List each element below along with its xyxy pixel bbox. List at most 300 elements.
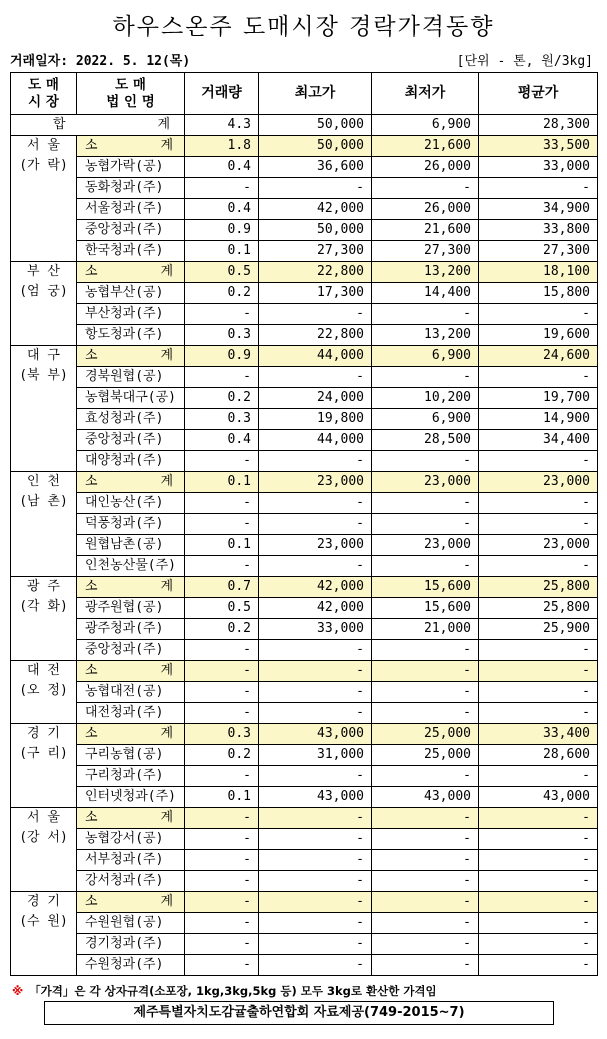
table-row	[11, 913, 598, 934]
table-row	[11, 451, 598, 472]
subtotal-row	[11, 136, 598, 157]
subtotal-label	[77, 346, 185, 367]
volume-cell: -	[185, 871, 259, 892]
market-location: (가 락)	[19, 158, 68, 173]
max-price-cell: -	[259, 493, 372, 514]
avg-price-cell: 33,000	[479, 157, 598, 178]
header-max-price: 최고가	[259, 73, 372, 115]
max-price-cell: -	[259, 829, 372, 850]
max-price-cell: 43,000	[259, 787, 372, 808]
max-price-cell: -	[259, 514, 372, 535]
subtotal-label-b: 계	[160, 264, 173, 279]
table-header-row	[11, 73, 598, 115]
market-cell	[11, 136, 77, 262]
avg-price-cell: 25,800	[479, 598, 598, 619]
subtotal-label-a: 소	[85, 264, 98, 279]
volume-cell: 0.3	[185, 325, 259, 346]
subtotal-avg: -	[479, 892, 598, 913]
min-price-cell: -	[372, 850, 479, 871]
table-row	[11, 787, 598, 808]
min-price-cell: 13,200	[372, 325, 479, 346]
header-corp-bottom: 법 인 명	[106, 93, 155, 110]
subtotal-label-b: 계	[160, 726, 173, 741]
min-price-cell: -	[372, 367, 479, 388]
market-cell	[11, 577, 77, 661]
table-row	[11, 640, 598, 661]
corporation-name: 대인농산(주)	[77, 493, 185, 514]
avg-price-cell: -	[479, 514, 598, 535]
subtotal-max: -	[259, 808, 372, 829]
subtotal-label	[77, 472, 185, 493]
market-location: (각 화)	[19, 599, 68, 614]
subtotal-label-b: 계	[160, 474, 173, 489]
max-price-cell: 27,300	[259, 241, 372, 262]
min-price-cell: -	[372, 703, 479, 724]
subtotal-row	[11, 262, 598, 283]
avg-price-cell: 25,900	[479, 619, 598, 640]
table-row	[11, 157, 598, 178]
avg-price-cell: -	[479, 367, 598, 388]
avg-price-cell: 19,600	[479, 325, 598, 346]
subtotal-label	[77, 892, 185, 913]
min-price-cell: -	[372, 913, 479, 934]
min-price-cell: 25,000	[372, 745, 479, 766]
table-row	[11, 955, 598, 976]
market-cell	[11, 472, 77, 577]
avg-price-cell: 33,800	[479, 220, 598, 241]
subtotal-label-a: 소	[85, 579, 98, 594]
header-corp-top: 도 매	[115, 76, 146, 93]
volume-cell: -	[185, 955, 259, 976]
header-market-top: 도 매	[28, 76, 59, 93]
max-price-cell: -	[259, 367, 372, 388]
volume-cell: -	[185, 913, 259, 934]
min-price-cell: 23,000	[372, 535, 479, 556]
subtotal-volume: 0.3	[185, 724, 259, 745]
corporation-name: 농협북대구(공)	[77, 388, 185, 409]
market-cell	[11, 892, 77, 976]
subtotal-volume: -	[185, 808, 259, 829]
min-price-cell: 21,000	[372, 619, 479, 640]
grand-total-min: 6,900	[372, 115, 479, 136]
market-cell	[11, 661, 77, 724]
subtotal-max: 50,000	[259, 136, 372, 157]
table-row	[11, 493, 598, 514]
min-price-cell: -	[372, 934, 479, 955]
subtotal-max: 42,000	[259, 577, 372, 598]
subtotal-label	[77, 724, 185, 745]
table-row	[11, 745, 598, 766]
table-row	[11, 325, 598, 346]
volume-cell: 0.4	[185, 157, 259, 178]
grand-total-row	[11, 115, 598, 136]
market-name: 경 기	[27, 894, 60, 909]
volume-cell: -	[185, 304, 259, 325]
min-price-cell: -	[372, 871, 479, 892]
grand-total-label-b: 계	[157, 117, 170, 132]
volume-cell: 0.1	[185, 535, 259, 556]
volume-cell: -	[185, 514, 259, 535]
corporation-name: 농협강서(공)	[77, 829, 185, 850]
corporation-name: 대전청과(주)	[77, 703, 185, 724]
corporation-name: 광주청과(주)	[77, 619, 185, 640]
max-price-cell: -	[259, 178, 372, 199]
corporation-name: 구리농협(공)	[77, 745, 185, 766]
avg-price-cell: 15,800	[479, 283, 598, 304]
volume-cell: -	[185, 556, 259, 577]
min-price-cell: -	[372, 493, 479, 514]
trade-date: 거래일자: 2022. 5. 12(목)	[10, 54, 191, 69]
subtotal-max: 43,000	[259, 724, 372, 745]
min-price-cell: -	[372, 682, 479, 703]
corporation-name: 서울청과(주)	[77, 199, 185, 220]
max-price-cell: -	[259, 556, 372, 577]
subtotal-min: 15,600	[372, 577, 479, 598]
market-cell	[11, 262, 77, 346]
table-row	[11, 178, 598, 199]
avg-price-cell: 27,300	[479, 241, 598, 262]
subtotal-label-b: 계	[160, 663, 173, 678]
market-location: (엄 궁)	[19, 284, 68, 299]
max-price-cell: -	[259, 640, 372, 661]
subtotal-label-a: 소	[85, 348, 98, 363]
subtotal-avg: 24,600	[479, 346, 598, 367]
avg-price-cell: 19,700	[479, 388, 598, 409]
max-price-cell: 24,000	[259, 388, 372, 409]
avg-price-cell: 14,900	[479, 409, 598, 430]
header-corporation	[77, 73, 185, 115]
corporation-name: 인천농산물(주)	[77, 556, 185, 577]
table-row	[11, 871, 598, 892]
market-name: 광 주	[27, 579, 60, 594]
market-location: (남 촌)	[19, 494, 68, 509]
min-price-cell: -	[372, 451, 479, 472]
corporation-name: 중앙청과(주)	[77, 220, 185, 241]
avg-price-cell: -	[479, 871, 598, 892]
min-price-cell: 27,300	[372, 241, 479, 262]
page-title: 하우스온주 도매시장 경락가격동향	[112, 14, 495, 40]
subtotal-label-a: 소	[85, 474, 98, 489]
table-row	[11, 598, 598, 619]
volume-cell: 0.1	[185, 787, 259, 808]
avg-price-cell: 43,000	[479, 787, 598, 808]
max-price-cell: -	[259, 766, 372, 787]
avg-price-cell: 34,900	[479, 199, 598, 220]
table-row	[11, 367, 598, 388]
subtotal-min: -	[372, 892, 479, 913]
table-row	[11, 241, 598, 262]
subtotal-volume: -	[185, 661, 259, 682]
subtotal-volume: -	[185, 892, 259, 913]
max-price-cell: 22,800	[259, 325, 372, 346]
subtotal-label-b: 계	[160, 894, 173, 909]
subtotal-label	[77, 136, 185, 157]
table-row	[11, 556, 598, 577]
subtotal-volume: 1.8	[185, 136, 259, 157]
subtotal-min: -	[372, 661, 479, 682]
min-price-cell: 15,600	[372, 598, 479, 619]
table-row	[11, 199, 598, 220]
subtotal-avg: 18,100	[479, 262, 598, 283]
corporation-name: 중앙청과(주)	[77, 430, 185, 451]
volume-cell: 0.4	[185, 199, 259, 220]
subtotal-max: -	[259, 661, 372, 682]
subtotal-row	[11, 577, 598, 598]
table-row	[11, 619, 598, 640]
grand-total-avg: 28,300	[479, 115, 598, 136]
avg-price-cell: -	[479, 493, 598, 514]
subtotal-min: 23,000	[372, 472, 479, 493]
corporation-name: 효성청과(주)	[77, 409, 185, 430]
table-row	[11, 766, 598, 787]
subtotal-min: 13,200	[372, 262, 479, 283]
corporation-name: 서부청과(주)	[77, 850, 185, 871]
min-price-cell: -	[372, 556, 479, 577]
max-price-cell: 50,000	[259, 220, 372, 241]
table-row	[11, 220, 598, 241]
min-price-cell: 21,600	[372, 220, 479, 241]
avg-price-cell: -	[479, 913, 598, 934]
volume-cell: 0.3	[185, 409, 259, 430]
subtotal-avg: 33,500	[479, 136, 598, 157]
min-price-cell: 6,900	[372, 409, 479, 430]
volume-cell: -	[185, 850, 259, 871]
subtotal-label-a: 소	[85, 663, 98, 678]
min-price-cell: -	[372, 304, 479, 325]
corporation-name: 경기청과(주)	[77, 934, 185, 955]
max-price-cell: 44,000	[259, 430, 372, 451]
subtotal-max: 23,000	[259, 472, 372, 493]
min-price-cell: -	[372, 178, 479, 199]
corporation-name: 중앙청과(주)	[77, 640, 185, 661]
volume-cell: 0.1	[185, 241, 259, 262]
market-location: (강 서)	[19, 830, 68, 845]
market-name: 대 전	[27, 663, 60, 678]
header-avg-price: 평균가	[479, 73, 598, 115]
market-name: 인 천	[27, 474, 60, 489]
market-location: (오 정)	[19, 683, 68, 698]
max-price-cell: -	[259, 871, 372, 892]
market-cell	[11, 808, 77, 892]
subtotal-label	[77, 577, 185, 598]
avg-price-cell: 34,400	[479, 430, 598, 451]
table-row	[11, 934, 598, 955]
avg-price-cell: -	[479, 682, 598, 703]
note-mark: ※	[12, 984, 24, 998]
table-row	[11, 682, 598, 703]
volume-cell: -	[185, 640, 259, 661]
avg-price-cell: -	[479, 640, 598, 661]
max-price-cell: 17,300	[259, 283, 372, 304]
table-row	[11, 703, 598, 724]
avg-price-cell: -	[479, 955, 598, 976]
avg-price-cell: 23,000	[479, 535, 598, 556]
grand-total-label-a: 합	[53, 117, 66, 132]
corporation-name: 농협가락(공)	[77, 157, 185, 178]
subtotal-row	[11, 346, 598, 367]
volume-cell: -	[185, 367, 259, 388]
subtotal-row	[11, 808, 598, 829]
min-price-cell: -	[372, 829, 479, 850]
min-price-cell: -	[372, 640, 479, 661]
corporation-name: 항도청과(주)	[77, 325, 185, 346]
price-table	[10, 72, 598, 976]
note-text: 「가격」은 각 상자규격(소포장, 1kg,3kg,5kg 등) 모두 3kg로 환산한 가격임	[29, 984, 437, 998]
max-price-cell: 33,000	[259, 619, 372, 640]
volume-cell: 0.2	[185, 745, 259, 766]
market-name: 경 기	[27, 726, 60, 741]
max-price-cell: -	[259, 850, 372, 871]
subtotal-avg: 23,000	[479, 472, 598, 493]
subtotal-label	[77, 262, 185, 283]
corporation-name: 부산청과(주)	[77, 304, 185, 325]
max-price-cell: 42,000	[259, 199, 372, 220]
avg-price-cell: -	[479, 451, 598, 472]
max-price-cell: 19,800	[259, 409, 372, 430]
subtotal-label-b: 계	[160, 810, 173, 825]
volume-cell: 0.2	[185, 619, 259, 640]
header-market	[11, 73, 77, 115]
max-price-cell: 23,000	[259, 535, 372, 556]
subtotal-label-a: 소	[85, 810, 98, 825]
max-price-cell: -	[259, 451, 372, 472]
subtotal-avg: -	[479, 661, 598, 682]
volume-cell: 0.9	[185, 220, 259, 241]
max-price-cell: -	[259, 682, 372, 703]
corporation-name: 인터넷청과(주)	[77, 787, 185, 808]
subtotal-label-a: 소	[85, 726, 98, 741]
max-price-cell: -	[259, 955, 372, 976]
market-cell	[11, 724, 77, 808]
subtotal-row	[11, 472, 598, 493]
corporation-name: 수원원협(공)	[77, 913, 185, 934]
market-name: 부 산	[27, 264, 60, 279]
subtotal-avg: 25,800	[479, 577, 598, 598]
volume-cell: 0.2	[185, 283, 259, 304]
volume-cell: -	[185, 178, 259, 199]
table-row	[11, 430, 598, 451]
corporation-name: 한국청과(주)	[77, 241, 185, 262]
avg-price-cell: 28,600	[479, 745, 598, 766]
volume-cell: -	[185, 766, 259, 787]
min-price-cell: -	[372, 955, 479, 976]
max-price-cell: -	[259, 703, 372, 724]
avg-price-cell: -	[479, 178, 598, 199]
volume-cell: -	[185, 829, 259, 850]
min-price-cell: 28,500	[372, 430, 479, 451]
volume-cell: 0.4	[185, 430, 259, 451]
subtotal-avg: -	[479, 808, 598, 829]
corporation-name: 농협부산(공)	[77, 283, 185, 304]
corporation-name: 광주원협(공)	[77, 598, 185, 619]
subtotal-min: 25,000	[372, 724, 479, 745]
subtotal-row	[11, 661, 598, 682]
price-note	[12, 983, 437, 999]
header-min-price: 최저가	[372, 73, 479, 115]
subtotal-label-b: 계	[160, 579, 173, 594]
min-price-cell: 26,000	[372, 157, 479, 178]
avg-price-cell: -	[479, 934, 598, 955]
grand-total-label	[11, 115, 185, 136]
market-location: (구 리)	[19, 746, 68, 761]
avg-price-cell: -	[479, 829, 598, 850]
unit-label: [단위 - 톤, 원/3kg]	[456, 54, 593, 69]
corporation-name: 농협대전(공)	[77, 682, 185, 703]
volume-cell: 0.2	[185, 388, 259, 409]
min-price-cell: 10,200	[372, 388, 479, 409]
subtotal-max: 22,800	[259, 262, 372, 283]
max-price-cell: -	[259, 934, 372, 955]
header-volume: 거래량	[185, 73, 259, 115]
avg-price-cell: -	[479, 850, 598, 871]
table-row	[11, 409, 598, 430]
grand-total-volume: 4.3	[185, 115, 259, 136]
market-location: (북 부)	[19, 368, 68, 383]
min-price-cell: -	[372, 766, 479, 787]
volume-cell: -	[185, 451, 259, 472]
volume-cell: -	[185, 682, 259, 703]
subtotal-row	[11, 892, 598, 913]
subtotal-volume: 0.1	[185, 472, 259, 493]
min-price-cell: 14,400	[372, 283, 479, 304]
max-price-cell: 31,000	[259, 745, 372, 766]
table-row	[11, 535, 598, 556]
header-market-bottom: 시 장	[28, 93, 59, 110]
table-row	[11, 829, 598, 850]
subtotal-row	[11, 724, 598, 745]
corporation-name: 원협남촌(공)	[77, 535, 185, 556]
table-row	[11, 850, 598, 871]
subtotal-label-a: 소	[85, 894, 98, 909]
subtotal-max: -	[259, 892, 372, 913]
table-row	[11, 304, 598, 325]
subtotal-label-a: 소	[85, 138, 98, 153]
avg-price-cell: -	[479, 766, 598, 787]
volume-cell: 0.5	[185, 598, 259, 619]
min-price-cell: 26,000	[372, 199, 479, 220]
corporation-name: 경북원협(공)	[77, 367, 185, 388]
subtotal-min: -	[372, 808, 479, 829]
subtotal-label	[77, 808, 185, 829]
table-row	[11, 514, 598, 535]
corporation-name: 덕풍청과(주)	[77, 514, 185, 535]
table-body	[11, 115, 598, 976]
subtotal-volume: 0.7	[185, 577, 259, 598]
max-price-cell: -	[259, 304, 372, 325]
market-cell	[11, 346, 77, 472]
min-price-cell: -	[372, 514, 479, 535]
subtotal-label-b: 계	[160, 138, 173, 153]
volume-cell: -	[185, 934, 259, 955]
subtotal-max: 44,000	[259, 346, 372, 367]
max-price-cell: 36,600	[259, 157, 372, 178]
volume-cell: -	[185, 703, 259, 724]
subtotal-volume: 0.5	[185, 262, 259, 283]
min-price-cell: 43,000	[372, 787, 479, 808]
corporation-name: 대양청과(주)	[77, 451, 185, 472]
table-row	[11, 388, 598, 409]
volume-cell: -	[185, 493, 259, 514]
market-name: 서 울	[27, 810, 60, 825]
table-row	[11, 283, 598, 304]
market-name: 서 울	[27, 138, 60, 153]
subtotal-volume: 0.9	[185, 346, 259, 367]
corporation-name: 수원청과(주)	[77, 955, 185, 976]
avg-price-cell: -	[479, 556, 598, 577]
subtotal-min: 21,600	[372, 136, 479, 157]
grand-total-max: 50,000	[259, 115, 372, 136]
subtotal-avg: 33,400	[479, 724, 598, 745]
